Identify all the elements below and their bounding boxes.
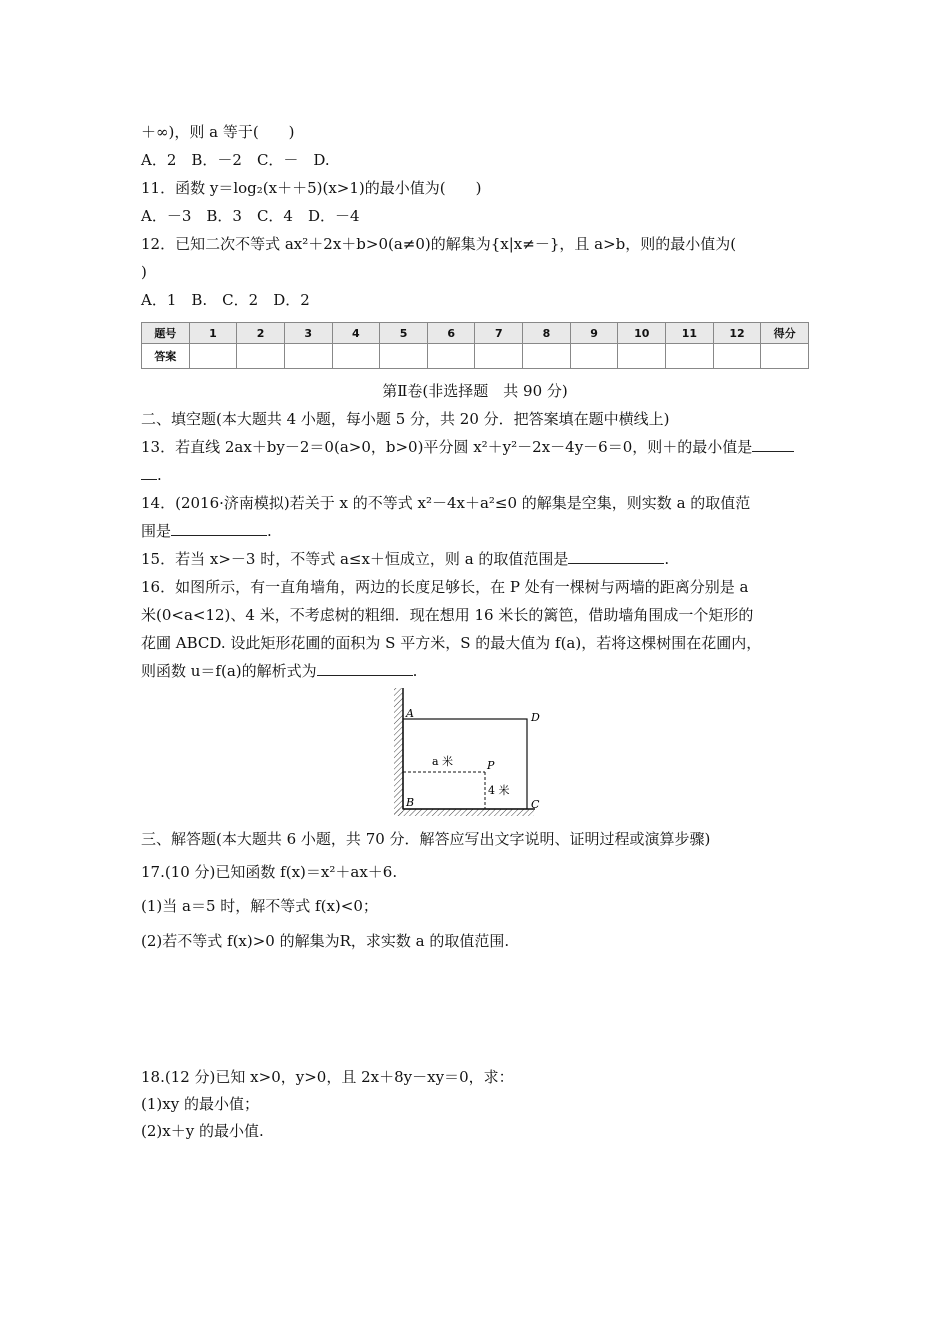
table-header-cell: 11 <box>666 323 714 344</box>
section-heading: 二、填空题(本大题共 4 小题，每小题 5 分，共 20 分．把答案填在题中横线上) <box>141 410 670 428</box>
answer-table-row <box>142 344 809 369</box>
question-17-part2: (2)若不等式 f(x)>0 的解集为R，求实数 a 的取值范围. <box>141 932 510 950</box>
table-header-cell: 5 <box>380 323 428 344</box>
table-header-cell: 1 <box>189 323 237 344</box>
question-16-line3: 花圃 ABCD. 设此矩形花圃的面积为 S 平方米，S 的最大值为 f(a)，若将这棵树围在花圃内， <box>141 634 762 652</box>
question-18: 18.(12 分)已知 x>0，y>0，且 2x＋8y－xy＝0，求： <box>141 1068 514 1086</box>
wall-hatching-left <box>394 688 403 816</box>
answer-cell[interactable] <box>523 344 571 369</box>
table-header-cell: 9 <box>570 323 618 344</box>
table-header-cell: 题号 <box>142 323 190 344</box>
q16-end: . <box>412 662 418 680</box>
section-title: 第Ⅱ卷(非选择题 共 90 分) <box>382 382 568 400</box>
answer-cell[interactable] <box>380 344 428 369</box>
question-11: 11．函数 y＝log₂(x＋＋5)(x>1)的最小值为( ) <box>141 179 482 197</box>
answer-cell[interactable] <box>189 344 237 369</box>
q14-text: 围是 <box>141 522 172 540</box>
answer-cell[interactable] <box>332 344 380 369</box>
label-d: D <box>531 711 540 724</box>
blank-line[interactable] <box>568 549 664 564</box>
label-4-meters: 4 米 <box>488 784 510 797</box>
section3-heading: 三、解答题(本大题共 6 小题，共 70 分．解答应写出文字说明、证明过程或演算步骤) <box>141 830 711 848</box>
q15-end: . <box>664 550 670 568</box>
question-17: 17.(10 分)已知函数 f(x)＝x²＋ax＋6. <box>141 863 398 881</box>
answer-cell[interactable] <box>666 344 714 369</box>
question-13-cont <box>141 465 162 485</box>
answer-cell[interactable] <box>427 344 475 369</box>
answer-cell[interactable] <box>475 344 523 369</box>
answer-cell[interactable] <box>713 344 761 369</box>
question-16-line2: 米(0<a<12)、4 米，不考虑树的粗细．现在想用 16 米长的篱笆，借助墙角围成一个矩形的 <box>141 606 754 624</box>
question-17-part1: (1)当 a＝5 时，解不等式 f(x)<0； <box>141 897 378 915</box>
blank-line[interactable] <box>317 661 413 676</box>
text-line: ＋∞)，则 a 等于( ) <box>141 123 295 141</box>
label-b: B <box>406 796 415 809</box>
table-header-cell: 10 <box>618 323 666 344</box>
blank-line[interactable] <box>752 437 794 452</box>
q16-text: 则函数 u＝f(a)的解析式为 <box>141 662 317 680</box>
wall-hatching-bottom <box>394 809 534 816</box>
garden-figure <box>390 688 560 818</box>
table-header-cell: 2 <box>237 323 285 344</box>
q11-options: A．－3 B．3 C．4 D．－4 <box>141 207 360 225</box>
score-cell[interactable] <box>761 344 809 369</box>
question-16-line4 <box>141 661 417 681</box>
blank-line[interactable] <box>171 521 267 536</box>
question-18-part1: (1)xy 的最小值； <box>141 1095 259 1113</box>
table-header-cell: 3 <box>284 323 332 344</box>
question-15 <box>141 549 669 569</box>
q14-end: . <box>267 522 272 540</box>
table-header-cell: 4 <box>332 323 380 344</box>
answer-row-label: 答案 <box>142 344 190 369</box>
table-header-cell: 7 <box>475 323 523 344</box>
answer-cell[interactable] <box>237 344 285 369</box>
label-p: P <box>487 759 495 772</box>
table-header-cell: 得分 <box>761 323 809 344</box>
q12-options: A．1 B. C．2 D．2 <box>141 291 310 309</box>
answer-cell[interactable] <box>570 344 618 369</box>
q15-text: 15．若当 x>－3 时，不等式 a≤x＋恒成立，则 a 的取值范围是 <box>141 550 569 568</box>
blank-line[interactable] <box>141 465 157 480</box>
table-header-cell: 8 <box>523 323 571 344</box>
table-header-cell: 6 <box>427 323 475 344</box>
answer-cell[interactable] <box>284 344 332 369</box>
label-a: A <box>406 707 414 720</box>
label-c: C <box>531 798 540 811</box>
question-12-cont: ) <box>141 263 147 281</box>
question-13 <box>141 437 794 457</box>
question-18-part2: (2)x＋y 的最小值. <box>141 1122 264 1140</box>
q10-options: A．2 B．－2 C．－ D. <box>141 151 330 169</box>
question-14-cont <box>141 521 272 541</box>
answer-cell[interactable] <box>618 344 666 369</box>
q13-text: 13．若直线 2ax＋by－2＝0(a>0，b>0)平分圆 x²＋y²－2x－4y－6＝0，则＋的最小值是 <box>141 438 753 456</box>
question-16: 16．如图所示，有一直角墙角，两边的长度足够长，在 P 处有一棵树与两墙的距离分别是 a <box>141 578 749 596</box>
answer-table <box>141 322 809 369</box>
answer-table-header <box>142 323 809 344</box>
table-header-cell: 12 <box>713 323 761 344</box>
q13-end: . <box>157 466 162 484</box>
question-12: 12．已知二次不等式 ax²＋2x＋b>0(a≠0)的解集为{x|x≠－}，且 a>b，则的最小值为( <box>141 235 737 253</box>
label-a-meters: a 米 <box>432 755 454 768</box>
question-14: 14．(2016·济南模拟)若关于 x 的不等式 x²－4x＋a²≤0 的解集是空集，则实数 a 的取值范 <box>141 494 751 512</box>
